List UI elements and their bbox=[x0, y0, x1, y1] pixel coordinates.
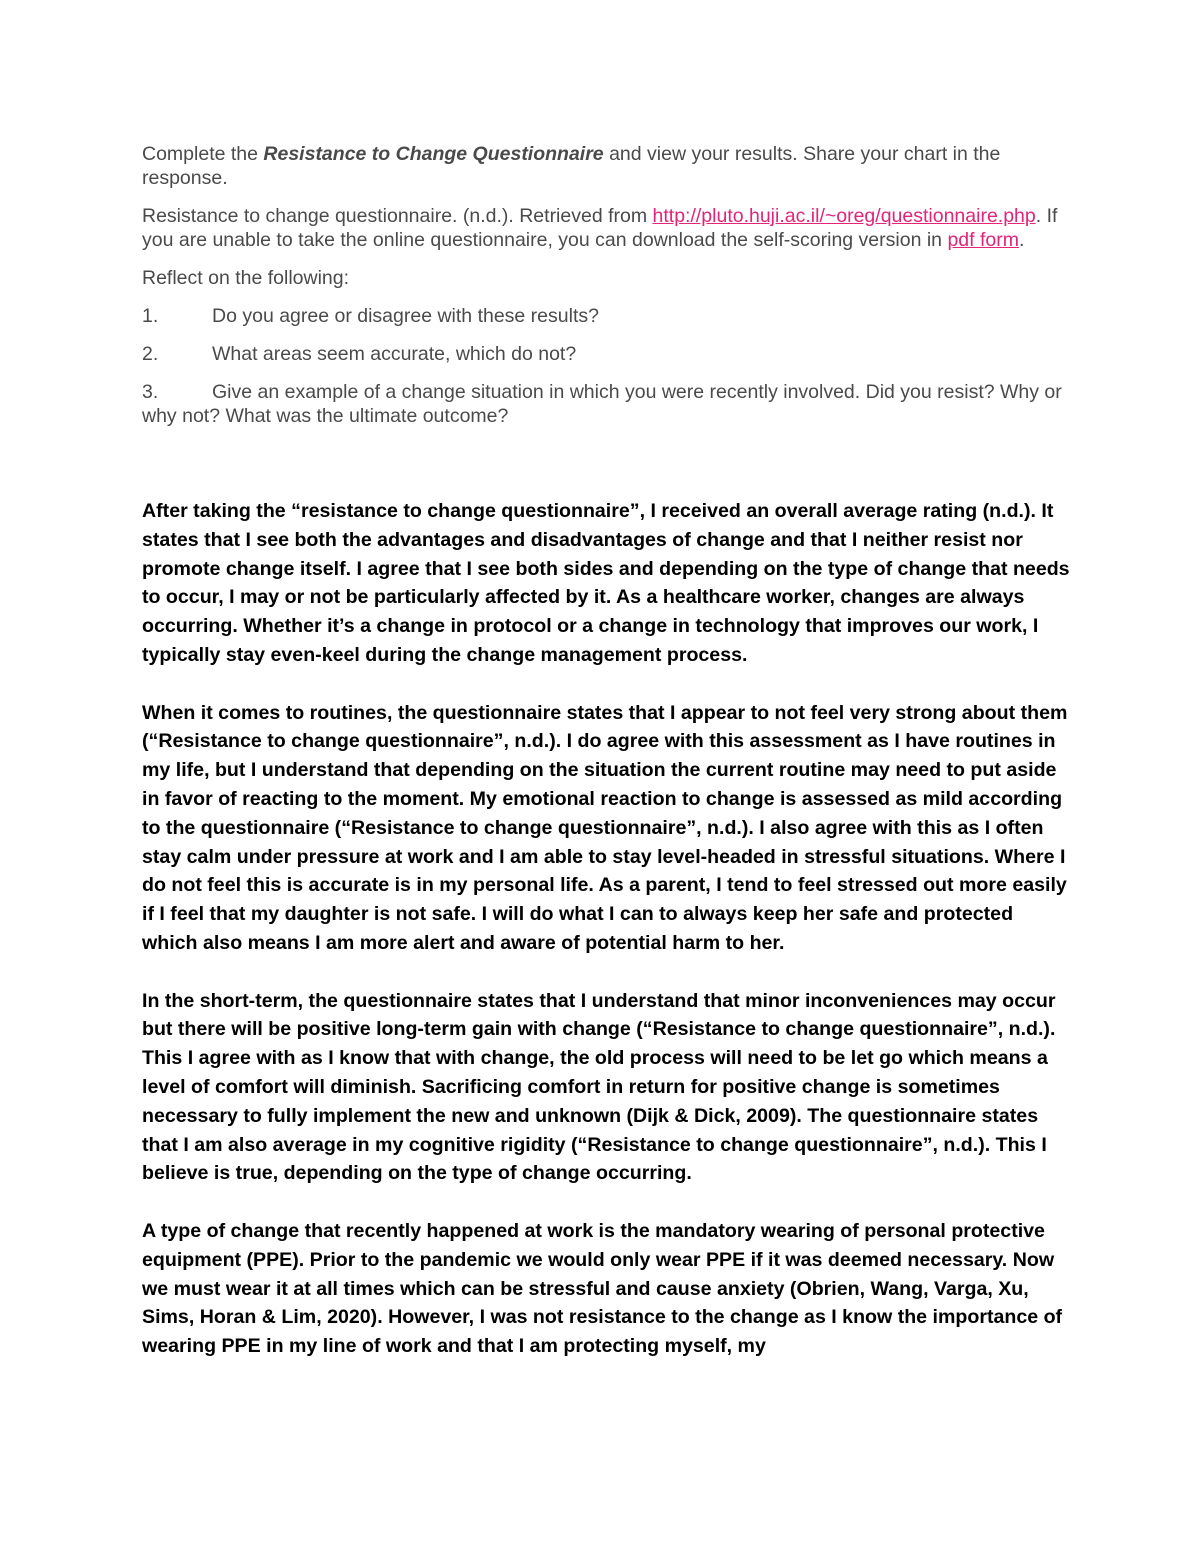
reflect-item-text: What areas seem accurate, which do not? bbox=[212, 343, 577, 365]
questionnaire-link[interactable]: http://pluto.huji.ac.il/~oreg/questionnaire.php bbox=[652, 205, 1036, 227]
reflect-heading: Reflect on the following: bbox=[142, 267, 350, 289]
pdf-form-link[interactable]: pdf form bbox=[947, 229, 1019, 251]
reflect-item-number: 1. bbox=[142, 305, 159, 327]
reflect-item bbox=[142, 304, 1072, 328]
instruction-paragraph bbox=[142, 142, 1072, 190]
assignment-prompt bbox=[142, 142, 1072, 442]
reflect-item bbox=[142, 342, 1072, 366]
reflect-item-number: 3. bbox=[142, 381, 159, 403]
essay-response bbox=[142, 497, 1072, 1390]
citation-mid: . If you are unable to take the online questionnaire, you can download the self-scoring version in bbox=[142, 205, 1058, 251]
instruction-pre: Complete the bbox=[142, 143, 264, 165]
reflect-item-text: Do you agree or disagree with these results? bbox=[212, 305, 599, 327]
instruction-post: and view your results. Share your chart in the response. bbox=[142, 143, 1001, 189]
reflect-item bbox=[142, 380, 1072, 428]
reflect-item-text: Give an example of a change situation in which you were recently involved. Did you resist? Why or why not? What was the ultimate outcome? bbox=[142, 381, 1062, 427]
citation-pre: Resistance to change questionnaire. (n.d.). Retrieved from bbox=[142, 205, 653, 227]
citation-end: . bbox=[1018, 229, 1025, 251]
essay-paragraph-4: A type of change that recently happened at work is the mandatory wearing of personal protective equipment (PPE). Prior to the pandemic we would only wear PPE if it was deemed necessary. Now we must wear it at all times which can be stressful and cause anxiety (Obrien, Wang, Varga, Xu, Sims, Horan & Lim, 2020). However, I was not resistance to the change as I know the importance of wearing PPE in my line of work and that I am protecting myself, my bbox=[142, 1219, 1063, 1358]
essay-paragraph-2: When it comes to routines, the questionnaire states that I appear to not feel very strong about them (“Resistance to change questionnaire”, n.d.). I do agree with this assessment as I have routines in my life, but I understand that depending on the situation the current routine may need to put aside in favor of reacting to the moment. My emotional reaction to change is assessed as mild according to the questionnaire (“Resistance to change questionnaire”, n.d.). I also agree with this as I often stay calm under pressure at work and I am able to stay level-headed in stressful situations. Where I do not feel this is accurate is in my personal life. As a parent, I tend to feel stressed out more easily if I feel that my daughter is not safe. I will do what I can to always keep her safe and protected which also means I am more alert and aware of potential harm to her. bbox=[142, 701, 1068, 954]
essay-paragraph-1: After taking the “resistance to change questionnaire”, I received an overall average rating (n.d.). It states that I see both the advantages and disadvantages of change and that I neither resist nor promote change itself. I agree that I see both sides and depending on the type of change that needs to occur, I may or not be particularly affected by it. As a healthcare worker, changes are always occurring. Whether it’s a change in protocol or a change in technology that improves our work, I typically stay even-keel during the change management process. bbox=[142, 500, 1070, 666]
essay-paragraph-3: In the short-term, the questionnaire states that I understand that minor inconveniences may occur but there will be positive long-term gain with change (“Resistance to change questionnaire”, n.d.). This I agree with as I know that with change, the old process will need to be let go which means a level of comfort will diminish. Sacrificing comfort in return for positive change is sometimes necessary to fully implement the new and unknown (Dijk & Dick, 2009). The questionnaire states that I am also average in my cognitive rigidity (“Resistance to change questionnaire”, n.d.). This I believe is true, depending on the type of change occurring. bbox=[142, 989, 1056, 1185]
citation-paragraph bbox=[142, 204, 1072, 252]
questionnaire-title: Resistance to Change Questionnaire bbox=[263, 143, 604, 165]
reflect-item-number: 2. bbox=[142, 343, 159, 365]
